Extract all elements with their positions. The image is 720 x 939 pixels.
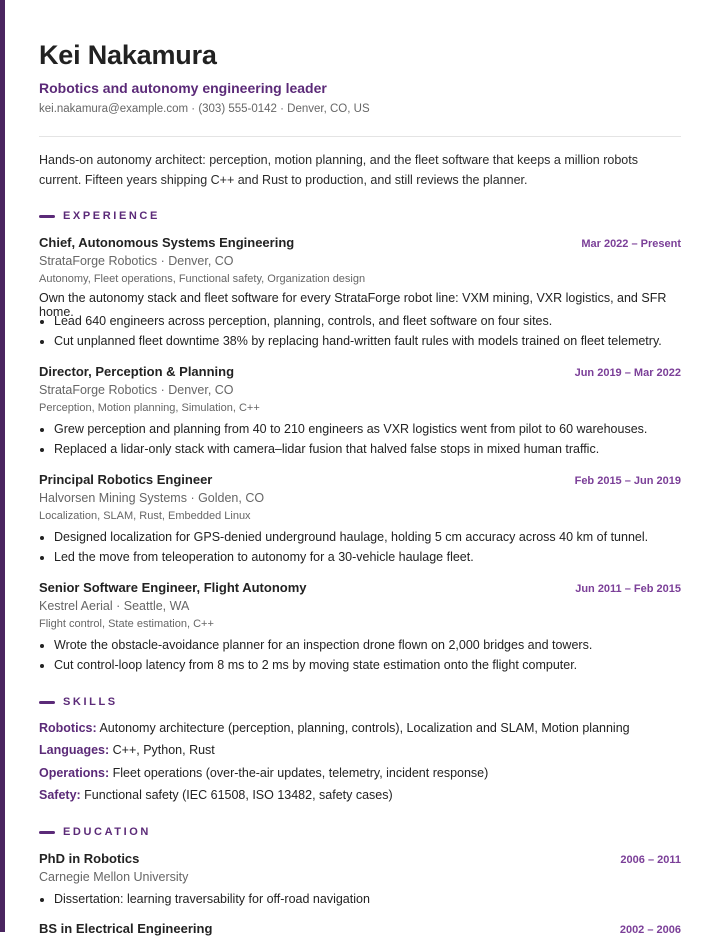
job-bullet: • Grew perception and planning from 40 to 210 engineers as VXR logistics went from pilot to 60 warehouses. — [54, 420, 681, 440]
skill-line — [39, 788, 393, 802]
skill-value: C++, Python, Rust — [112, 743, 215, 757]
skill-value: Autonomy architecture (perception, planning, controls), Localization and SLAM, Motion planning — [99, 721, 630, 735]
job-dates: Jun 2019 – Mar 2022 — [574, 367, 681, 379]
education-entry — [39, 851, 681, 910]
degree-title: PhD in Robotics — [39, 851, 140, 866]
experience-entry — [39, 472, 681, 567]
skill-line — [39, 721, 630, 735]
skill-label: Languages: — [39, 743, 110, 757]
job-bullet: • Wrote the obstacle-avoidance planner for an inspection drone flown on 2,000 bridges and towers. — [54, 636, 681, 656]
job-tags: Flight control, State estimation, C++ — [39, 618, 214, 630]
education-entry — [39, 921, 681, 939]
job-bullet: • Designed localization for GPS-denied underground haulage, holding 5 cm accuracy across 40 km of tunnel. — [54, 528, 681, 548]
job-bullets — [39, 312, 681, 351]
skills-heading — [39, 696, 118, 708]
experience-heading — [39, 210, 160, 222]
job-title: Senior Software Engineer, Flight Autonomy — [39, 580, 307, 595]
experience-heading-label: EXPERIENCE — [63, 210, 160, 222]
job-bullet: • Led the move from teleoperation to autonomy for a 30-vehicle haulage fleet. — [54, 548, 681, 568]
experience-entry — [39, 235, 681, 351]
experience-entry — [39, 364, 681, 459]
job-bullet: • Replaced a lidar-only stack with camera–lidar fusion that halved false stops in mixed human traffic. — [54, 440, 681, 460]
school-name: Carnegie Mellon University — [39, 870, 189, 884]
accent-bar — [0, 0, 5, 932]
job-dates: Mar 2022 – Present — [581, 238, 681, 250]
section-dash — [39, 831, 55, 834]
section-dash — [39, 701, 55, 704]
job-tags: Localization, SLAM, Rust, Embedded Linux — [39, 510, 251, 522]
job-title: Director, Perception & Planning — [39, 364, 235, 379]
job-organization: StrataForge Robotics · Denver, CO — [39, 383, 234, 397]
degree-title: BS in Electrical Engineering — [39, 921, 213, 936]
skill-label: Operations: — [39, 766, 110, 780]
contact-line: kei.nakamura@example.com · (303) 555-0142 · Denver, CO, US — [39, 103, 370, 115]
profile-summary: Hands-on autonomy architect: perception, motion planning, and the fleet software that keeps a million robots current. Fifteen years shipping C++ and Rust to production, and still reviews the planner. — [39, 153, 638, 187]
skill-value: Functional safety (IEC 61508, ISO 13482, safety cases) — [84, 788, 393, 802]
section-dash — [39, 215, 55, 218]
job-bullets — [39, 528, 681, 567]
degree-dates: 2006 – 2011 — [620, 854, 681, 866]
experience-entry — [39, 580, 681, 675]
job-dates: Jun 2011 – Feb 2015 — [575, 583, 681, 595]
job-tags: Perception, Motion planning, Simulation, C++ — [39, 402, 260, 414]
degree-dates: 2002 – 2006 — [619, 924, 681, 936]
degree-bullet: • Dissertation: learning traversability for off-road navigation — [54, 890, 681, 910]
skill-line — [39, 766, 488, 780]
skills-heading-label: SKILLS — [63, 696, 118, 708]
job-bullets — [39, 420, 681, 459]
job-bullet: • Cut unplanned fleet downtime 38% by replacing hand-written fault rules with models trained on fleet telemetry. — [54, 332, 681, 352]
job-title: Chief, Autonomous Systems Engineering — [39, 235, 295, 250]
skill-line — [39, 743, 215, 757]
job-bullets — [39, 636, 681, 675]
job-dates: Feb 2015 – Jun 2019 — [574, 475, 681, 487]
header-divider — [39, 136, 681, 137]
candidate-headline: Robotics and autonomy engineering leader — [39, 80, 327, 96]
education-heading-label: EDUCATION — [63, 826, 151, 838]
job-bullet: • Cut control-loop latency from 8 ms to 2 ms by moving state estimation onto the flight computer. — [54, 656, 681, 676]
job-bullet: • Lead 640 engineers across perception, planning, controls, and fleet software on four sites. — [54, 312, 681, 332]
job-organization: Kestrel Aerial · Seattle, WA — [39, 599, 190, 613]
degree-bullets — [39, 890, 681, 910]
job-organization: Halvorsen Mining Systems · Golden, CO — [39, 491, 265, 505]
job-title: Principal Robotics Engineer — [39, 472, 213, 487]
job-tags: Autonomy, Fleet operations, Functional safety, Organization design — [39, 273, 366, 285]
job-summary: Own the autonomy stack and fleet software for every StrataForge robot line: VXM mining, VXR logistics, and SFR home. — [39, 291, 667, 319]
skill-label: Safety: — [39, 788, 81, 802]
job-organization: StrataForge Robotics · Denver, CO — [39, 254, 234, 268]
skill-value: Fleet operations (over-the-air updates, telemetry, incident response) — [112, 766, 489, 780]
candidate-name: Kei Nakamura — [39, 40, 217, 70]
skill-label: Robotics: — [39, 721, 97, 735]
education-heading — [39, 826, 151, 838]
